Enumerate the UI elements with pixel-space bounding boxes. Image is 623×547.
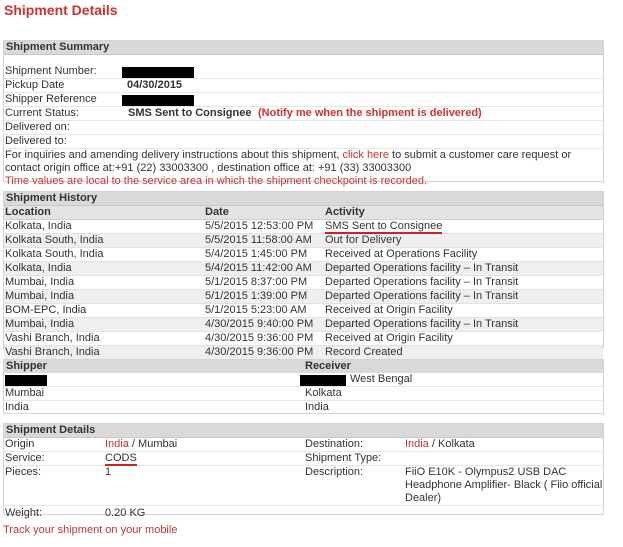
history-date: 4/30/2015 9:40:00 PM bbox=[205, 318, 314, 330]
pickup-date-label: Pickup Date bbox=[5, 79, 65, 91]
track-mobile-link[interactable]: Track your shipment on your mobile bbox=[3, 524, 178, 536]
notify-me-link[interactable]: (Notify me when the shipment is delivered) bbox=[258, 107, 482, 119]
history-location: BOM-EPC, India bbox=[5, 304, 87, 316]
destination-country: India bbox=[405, 438, 429, 450]
shipment-number-redacted bbox=[122, 66, 194, 79]
description-line-1: FiiO E10K - Olympus2 USB DAC bbox=[405, 466, 567, 478]
origin-separator: / bbox=[131, 438, 135, 450]
history-row bbox=[4, 276, 603, 290]
shipment-summary-panel bbox=[3, 40, 604, 187]
shipper-country: India bbox=[5, 401, 29, 413]
history-location: Mumbai, India bbox=[5, 318, 75, 330]
history-location: Kolkata South, India bbox=[5, 234, 104, 246]
history-row bbox=[4, 220, 603, 234]
history-location: Mumbai, India bbox=[5, 290, 75, 302]
destination-value bbox=[405, 438, 475, 451]
history-activity: Record Created bbox=[325, 346, 403, 358]
weight-row bbox=[4, 507, 603, 520]
party-name-row bbox=[4, 373, 603, 387]
service-label: Service: bbox=[5, 452, 45, 464]
history-location: Kolkata, India bbox=[5, 220, 72, 232]
history-date: 5/4/2015 11:42:00 AM bbox=[205, 262, 312, 274]
page-title: Shipment Details bbox=[4, 2, 118, 18]
description-value bbox=[405, 466, 602, 505]
service-code: CODS bbox=[105, 452, 137, 464]
shipment-number-label: Shipment Number: bbox=[5, 65, 97, 77]
origin-destination-row bbox=[4, 438, 603, 452]
history-date: 4/30/2015 9:36:00 PM bbox=[205, 346, 314, 358]
current-status-value: SMS Sent to Consignee bbox=[128, 107, 252, 119]
click-here-link[interactable]: click here bbox=[342, 149, 389, 161]
description-line-2: Headphone Amplifier- Black ( Fiio official bbox=[405, 479, 603, 491]
history-row bbox=[4, 346, 603, 360]
description-line-3: Dealer) bbox=[405, 492, 442, 504]
party-country-row bbox=[4, 401, 603, 414]
history-activity: Departed Operations facility – In Transit bbox=[325, 318, 519, 330]
current-status-label: Current Status: bbox=[5, 107, 79, 119]
inquiry-text-3: contact origin office at:+91 (22) 33003300 , destination office at: +91 (33) 33003300 bbox=[5, 162, 412, 174]
col-location: Location bbox=[5, 206, 51, 218]
current-status-row bbox=[4, 107, 603, 121]
history-date: 5/1/2015 1:39:00 PM bbox=[205, 290, 308, 302]
inquiry-text-1: For inquiries and amending delivery instructions about this shipment, bbox=[5, 149, 343, 161]
destination-label: Destination: bbox=[305, 438, 364, 450]
destination-city: Kolkata bbox=[438, 438, 475, 450]
history-activity: Departed Operations facility – In Transit bbox=[325, 262, 519, 274]
history-location: Mumbai, India bbox=[5, 276, 75, 288]
delivered-on-label: Delivered on: bbox=[5, 121, 70, 133]
inquiry-paragraph bbox=[4, 149, 603, 188]
pieces-value: 1 bbox=[105, 466, 112, 478]
col-date: Date bbox=[205, 206, 229, 218]
receiver-name-redacted bbox=[300, 374, 346, 387]
history-activity: Received at Origin Facility bbox=[325, 304, 453, 316]
receiver-header: Receiver bbox=[305, 360, 351, 372]
origin-country: India bbox=[105, 438, 129, 450]
shipper-reference-redacted bbox=[122, 94, 194, 107]
receiver-city: Kolkata bbox=[305, 387, 342, 399]
history-activity: Received at Operations Facility bbox=[325, 248, 478, 260]
history-row bbox=[4, 304, 603, 318]
history-row bbox=[4, 234, 603, 248]
pieces-label: Pieces: bbox=[5, 466, 42, 478]
shipment-number-row bbox=[4, 65, 603, 79]
history-location: Kolkata, India bbox=[5, 262, 72, 274]
shipper-receiver-header bbox=[4, 360, 603, 373]
history-activity: Departed Operations facility – In Transit bbox=[325, 290, 519, 302]
pickup-date-row bbox=[4, 79, 603, 93]
history-activity: Departed Operations facility – In Transit bbox=[325, 276, 519, 288]
history-activity: Out for Delivery bbox=[325, 234, 402, 246]
history-date: 4/30/2015 9:36:00 PM bbox=[205, 332, 314, 344]
details-header: Shipment Details bbox=[4, 424, 603, 438]
history-location: Vashi Branch, India bbox=[5, 332, 100, 344]
delivered-on-row bbox=[4, 121, 603, 135]
history-header: Shipment History bbox=[4, 192, 603, 206]
service-row bbox=[4, 452, 603, 466]
history-date: 5/1/2015 8:37:00 PM bbox=[205, 276, 308, 288]
time-values-note: Time values are local to the service area in which the shipment checkpoint is recorded. bbox=[5, 175, 428, 187]
shipper-name-redacted bbox=[5, 374, 47, 387]
pickup-date-value: 04/30/2015 bbox=[127, 79, 183, 91]
shipment-type-label: Shipment Type: bbox=[305, 452, 382, 464]
history-date: 5/5/2015 11:58:00 AM bbox=[205, 234, 312, 246]
history-activity: Received at Origin Facility bbox=[325, 332, 453, 344]
origin-label: Origin bbox=[5, 438, 35, 450]
shipment-details-panel bbox=[3, 423, 604, 519]
history-row bbox=[4, 318, 603, 332]
pieces-description-row bbox=[4, 466, 603, 506]
shipper-reference-row bbox=[4, 93, 603, 107]
origin-city: Mumbai bbox=[138, 438, 178, 450]
destination-separator: / bbox=[431, 438, 435, 450]
history-date: 5/1/2015 5:23:00 AM bbox=[205, 304, 307, 316]
shipment-history-panel bbox=[3, 191, 604, 358]
col-activity: Activity bbox=[325, 206, 365, 218]
description-label: Description: bbox=[305, 466, 364, 478]
shipper-city: Mumbai bbox=[5, 387, 45, 399]
history-row bbox=[4, 248, 603, 262]
inquiry-text-2: to submit a customer care request or bbox=[388, 149, 572, 161]
delivered-to-label: Delivered to: bbox=[5, 135, 67, 147]
history-location: Vashi Branch, India bbox=[5, 346, 100, 358]
shipper-header: Shipper bbox=[6, 360, 47, 372]
service-value bbox=[105, 452, 137, 464]
origin-value bbox=[105, 438, 177, 451]
summary-header: Shipment Summary bbox=[4, 41, 603, 55]
receiver-country: India bbox=[305, 401, 329, 413]
history-date: 5/4/2015 1:45:00 PM bbox=[205, 248, 308, 260]
history-location: Kolkata South, India bbox=[5, 248, 104, 260]
party-city-row bbox=[4, 387, 603, 401]
history-column-headers bbox=[4, 206, 603, 220]
delivered-to-row bbox=[4, 135, 603, 149]
history-activity: SMS Sent to Consignee bbox=[325, 220, 443, 232]
shipper-receiver-panel bbox=[3, 359, 604, 414]
weight-label: Weight: bbox=[5, 507, 43, 519]
history-row bbox=[4, 332, 603, 346]
history-rows bbox=[4, 220, 603, 360]
weight-value: 0.20 KG bbox=[105, 507, 146, 519]
shipper-reference-label: Shipper Reference bbox=[5, 93, 97, 105]
history-row bbox=[4, 262, 603, 276]
history-date: 5/5/2015 12:53:00 PM bbox=[205, 220, 314, 232]
history-row bbox=[4, 290, 603, 304]
receiver-state: West Bengal bbox=[350, 373, 413, 385]
